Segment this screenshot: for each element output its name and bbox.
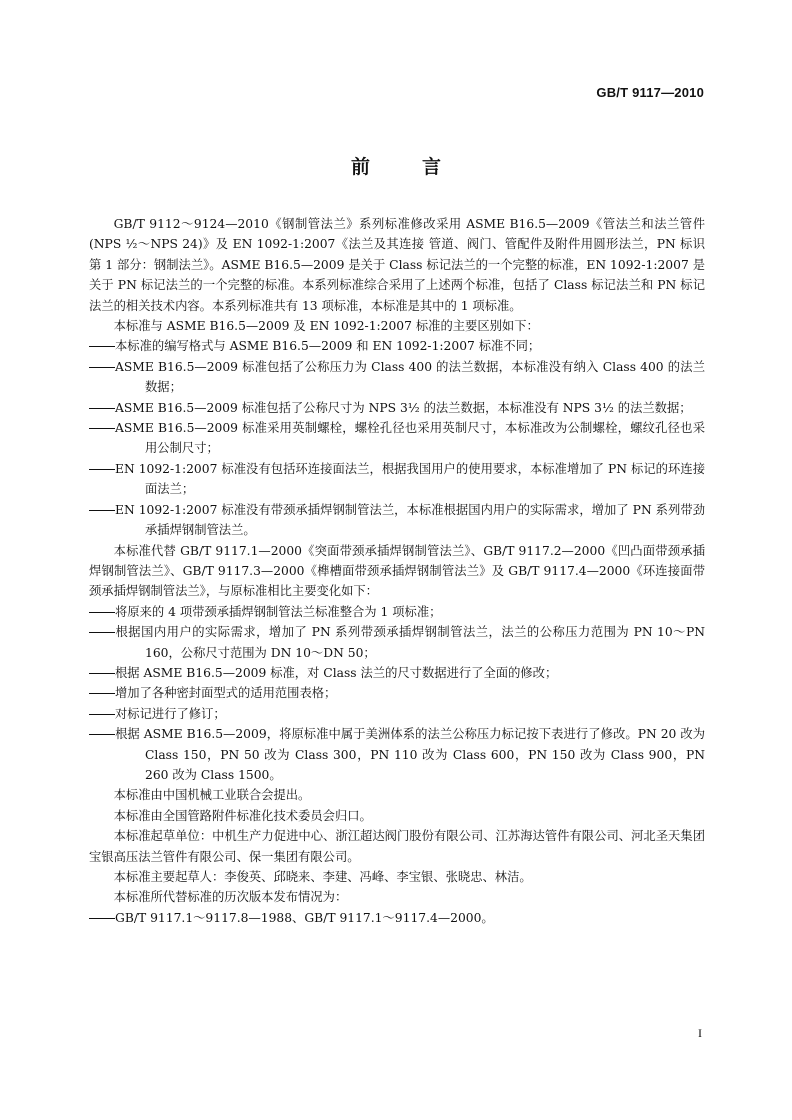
paragraph-text: GB/T 9117.1～9117.8—1988、GB/T 9117.1～9117.4—2000。	[115, 910, 494, 925]
page-number: I	[698, 1026, 702, 1040]
paragraph-text: GB/T 9112～9124—2010《钢制管法兰》系列标准修改采用 ASME B16.5—2009《管法兰和法兰管件(NPS ½～NPS 24)》及 EN 1092-1:2007《法兰及其连接 管道、阀门、管配件及附件用圆形法兰，PN 标识 第 1 部分：钢制法兰》。ASME B16.5—2009 是关于 Class 标记法兰的一个完整的标准，EN 1092-1:2007 是关于 PN 标记法兰的一个完整的标准。本系列标准综合采用了上述两个标准，包括了 Class 标记法兰和 PN 标记法兰的相关技术内容。本系列标准共有 13 项标准，本标准是其中的 1 项标准。	[89, 217, 705, 313]
dash-bullet	[89, 459, 115, 479]
dash-list-item	[89, 398, 705, 418]
dash-bullet	[89, 622, 115, 642]
dash-list-item	[89, 908, 705, 928]
dash-list-item	[89, 663, 705, 683]
paragraph-text: ASME B16.5—2009 标准包括了公称尺寸为 NPS 3½ 的法兰数据，本标准没有 NPS 3½ 的法兰数据；	[115, 400, 692, 415]
paragraph-text: 增加了各种密封面型式的适用范围表格；	[115, 686, 337, 701]
dash-bullet	[89, 704, 115, 724]
paragraph-text: 本标准所代替标准的历次版本发布情况为：	[113, 890, 348, 905]
paragraph	[89, 806, 705, 826]
dash-bullet	[89, 357, 115, 377]
dash-bullet	[89, 908, 115, 928]
dash-list-item	[89, 418, 705, 459]
page-title: 前言	[350, 156, 493, 178]
dash-list-item	[89, 357, 705, 398]
dash-list-item	[89, 724, 705, 785]
dash-list-item	[89, 683, 705, 703]
dash-bullet	[89, 683, 115, 703]
paragraph-text: 将原来的 4 项带颈承插焊钢制管法兰标准整合为 1 项标准；	[115, 604, 442, 619]
dash-list-item	[89, 622, 705, 663]
dash-list-item	[89, 459, 705, 500]
paragraph-text: 根据 ASME B16.5—2009，将原标准中属于美洲体系的法兰公称压力标记按下表进行了修改。PN 20 改为 Class 150，PN 50 改为 Class 300，PN 110 改为 Class 600，PN 150 改为 Class 900，PN 260 改为 Class 1500。	[115, 727, 705, 782]
paragraph-text: 本标准主要起草人：李俊英、邱晓来、李建、冯峰、李宝银、张晓忠、林洁。	[113, 870, 532, 884]
standard-number: GB/T 9117—2010	[596, 85, 704, 100]
dash-list-item	[89, 704, 705, 724]
dash-list-item	[89, 336, 705, 356]
paragraph-text: 本标准由全国管路附件标准化技术委员会归口。	[113, 808, 372, 823]
paragraph-text: EN 1092-1:2007 标准没有带颈承插焊钢制管法兰，本标准根据国内用户的实际需求，增加了 PN 系列带劲承插焊钢制管法兰。	[115, 502, 705, 538]
paragraph-text: 本标准代替 GB/T 9117.1—2000《突面带颈承插焊钢制管法兰》、GB/T 9117.2—2000《凹凸面带颈承插焊钢制管法兰》、GB/T 9117.3—2000《榫槽面带颈承插焊钢制管法兰》及 GB/T 9117.4—2000《环连接面带颈承插焊钢制管法兰》，与原标准相比主要变化如下：	[89, 543, 705, 599]
dash-bullet	[89, 602, 115, 622]
dash-bullet	[89, 336, 115, 356]
paragraph-text: 对标记进行了修订；	[115, 706, 226, 721]
paragraph	[89, 785, 705, 805]
dash-bullet	[89, 418, 115, 438]
paragraph-text: 根据 ASME B16.5—2009 标准，对 Class 法兰的尺寸数据进行了全面的修改；	[115, 665, 558, 680]
dash-bullet	[89, 663, 115, 683]
dash-bullet	[89, 724, 115, 744]
dash-list-item	[89, 500, 705, 541]
paragraph-text: 本标准的编写格式与 ASME B16.5—2009 和 EN 1092-1:2007 标准不同；	[115, 339, 541, 354]
paragraph	[89, 887, 705, 907]
paragraph	[89, 541, 705, 602]
paragraph-text: EN 1092-1:2007 标准没有包括环连接面法兰，根据我国用户的使用要求，本标准增加了 PN 标记的环连接面法兰；	[115, 461, 705, 497]
paragraph-text: ASME B16.5—2009 标准包括了公称压力为 Class 400 的法兰数据，本标准没有纳入 Class 400 的法兰数据；	[115, 359, 705, 395]
paragraph	[89, 214, 705, 316]
paragraph-text: 本标准起草单位：中机生产力促进中心、浙江超达阀门股份有限公司、江苏海达管件有限公司、河北圣天集团宝银高压法兰管件有限公司、保一集团有限公司。	[89, 829, 705, 864]
paragraph	[89, 867, 705, 887]
dash-list-item	[89, 602, 705, 622]
paragraph-text: 本标准与 ASME B16.5—2009 及 EN 1092-1:2007 标准的主要区别如下：	[113, 319, 539, 334]
foreword-body	[89, 214, 705, 928]
paragraph-text: ASME B16.5—2009 标准采用英制螺栓，螺栓孔径也采用英制尺寸，本标准改为公制螺栓，螺纹孔径也采用公制尺寸；	[115, 421, 705, 456]
paragraph-text: 根据国内用户的实际需求，增加了 PN 系列带颈承插焊钢制管法兰，法兰的公称压力范围为 PN 10～PN 160，公称尺寸范围为 DN 10～DN 50；	[115, 625, 705, 660]
paragraph-text: 本标准由中国机械工业联合会提出。	[113, 788, 311, 803]
paragraph	[89, 826, 705, 867]
dash-bullet	[89, 398, 115, 418]
paragraph	[89, 316, 705, 336]
dash-bullet	[89, 500, 115, 520]
